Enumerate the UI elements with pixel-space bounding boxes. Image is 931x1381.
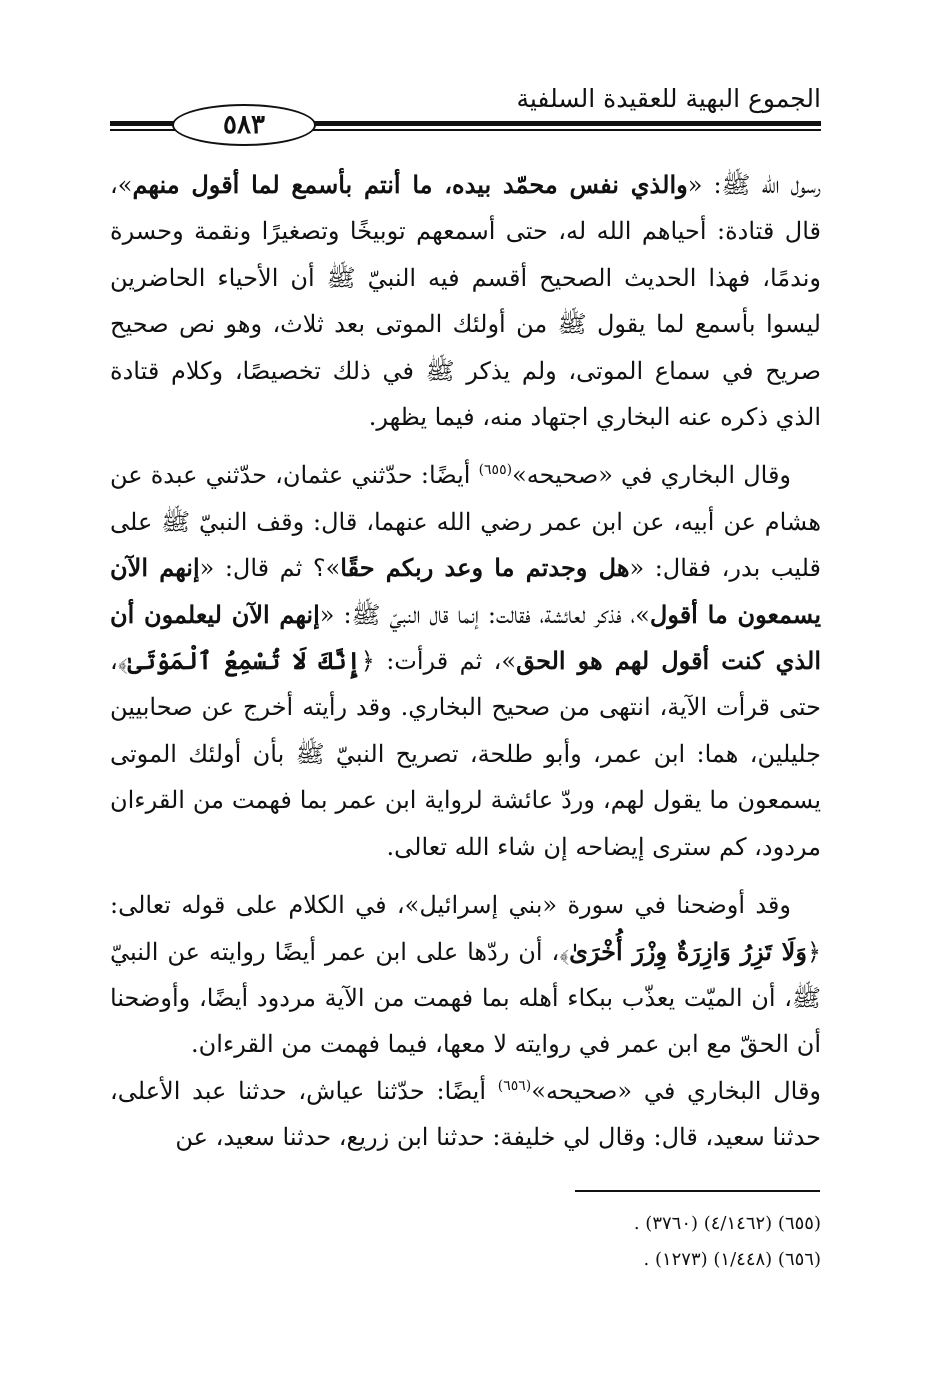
quran-verse: وَلَا تَزِرُ وَازِرَةٌ وِزْرَ أُخْرَىٰ (569, 936, 807, 966)
quran-verse: إِنَّكَ لَا تُسْمِعُ ٱلْمَوْتَىٰ (127, 646, 361, 676)
hadith-quote: إنهم الآن ليعلمون أن الذي كنت أقول لهم هو الحق (110, 599, 821, 676)
text-run: ﴾، أن ردّها على ابن عمر أيضًا روايته عن النبيّ ﷺ، أن الميّت يعذّب ببكاء أهله بما فهمت من الآية مردود أيضًا، وأوضحنا أن الحقّ مع ابن عمر في روايته لا معها، فيما فهمت من القرءان. (110, 937, 821, 1059)
paragraph-4 (110, 1068, 821, 1161)
footnotes (110, 1206, 821, 1278)
page-number: ٥٨٣ (223, 110, 265, 140)
text-run: وقال البخاري في «صحيحه» (512, 461, 792, 490)
page-header (110, 70, 821, 140)
book-title: الجموع البهية للعقيدة السلفية (516, 84, 821, 113)
text-run: وقال البخاري في «صحيحه» (531, 1076, 822, 1105)
text-run: أيضًا: حدّثني عثمان، حدّثني عبدة عن هشام عن أبيه، عن ابن عمر رضي الله عنهما، قال: وقف النبيّ ﷺ على قليب بدر، فقال: « (110, 461, 822, 583)
footnote-ref-655: (٦٥٥) (478, 462, 513, 479)
text-run: وقد أوضحنا في سورة «بني إسرائيل»، في الكلام على قوله تعالى: ﴿ (110, 891, 821, 966)
text-run: رسول الله ﷺ: « (687, 171, 821, 199)
hadith-quote: هل وجدتم ما وعد ربكم حقًا (340, 553, 630, 583)
text-run: »؟ ثم قال: « (199, 554, 341, 583)
text-run: أيضًا: حدّثنا عياش، حدثنا عبد الأعلى، حدثنا سعيد، قال: وقال لي خليفة: حدثنا ابن زريع، حدثنا سعيد، عن (110, 1076, 821, 1152)
text-run: »، ثم قرأت: ﴿ (360, 647, 517, 676)
text-run: ﴾، حتى قرأت الآية، انتهى من صحيح البخاري. وقد رأيته أخرج عن صحابيين جليلين، هما: ابن عمر، وأبو طلحة، تصريح النبيّ ﷺ بأن أولئك الموتى يسمعون ما يقول لهم، وردّ عائشة لرواية ابن عمر بما فهمت من القرءان مردود، كم سترى إيضاحه إن شاء الله تعالى. (110, 647, 821, 861)
hadith-quote: إنهم الآن يسمعون ما أقول (110, 553, 822, 629)
paragraph-1 (110, 162, 821, 440)
paragraph-2 (110, 452, 821, 870)
footnote-separator (575, 1190, 820, 1192)
page-number-badge (172, 104, 316, 146)
footnote-655: (٦٥٥) (٤/١٤٦٢) (٣٧٦٠) . (633, 1213, 821, 1234)
hadith-quote: والذي نفس محمّد بيده، ما أنتم بأسمع لما أقول منهم (132, 170, 688, 199)
text-run: »، فذكر لعائشة، فقالت: إنما قال النبيّ ﷺ: « (319, 600, 650, 629)
footnote-656: (٦٥٦) (١/٤٤٨) (١٢٧٣) . (643, 1249, 821, 1270)
footnote-ref-656: (٦٥٦) (497, 1077, 532, 1094)
text-run: »، قال قتادة: أحياهم الله له، حتى أسمعهم توبيخًا وتصغيرًا ونقمة وحسرة وندمًا، فهذا الحديث الصحيح أقسم فيه النبيّ ﷺ أن الأحياء الحاضرين ليسوا بأسمع لما يقول ﷺ من أولئك الموتى بعد ثلاث، وهو نص صحيح صريح في سماع الموتى، ولم يذكر ﷺ في ذلك تخصيصًا، وكلام قتادة الذي ذكره عنه البخاري اجتهاد منه، فيما يظهر. (110, 171, 822, 432)
main-text (110, 162, 821, 1161)
paragraph-3 (110, 882, 821, 1068)
